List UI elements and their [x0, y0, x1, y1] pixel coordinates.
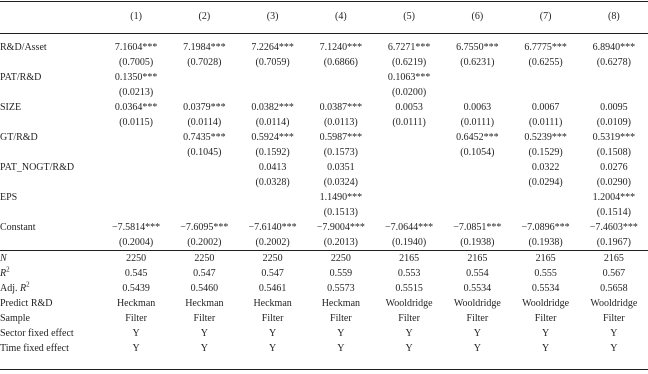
table-cell: Filter	[466, 313, 489, 324]
table-cell: Wooldridge	[522, 298, 570, 309]
table-cell: 7.1240***	[319, 42, 363, 53]
row-label-text: R	[0, 268, 7, 279]
table-cell: Y	[473, 328, 481, 339]
table-cell: (0.1529)	[528, 147, 563, 158]
table-cell: 2165	[603, 253, 624, 264]
coefficient-row	[0, 145, 648, 160]
table-cell: 0.555	[534, 268, 557, 279]
column-header: (3)	[266, 11, 279, 22]
table-cell: Filter	[398, 313, 420, 324]
table-cell: 6.7775***	[524, 42, 567, 53]
table-cell: 0.0351	[327, 162, 355, 173]
table-cell	[443, 85, 511, 100]
table-cell: 0.5924***	[251, 132, 294, 143]
table-cell: (0.1940)	[392, 237, 427, 248]
table-cell: Filter	[603, 313, 625, 324]
statistic-row	[0, 296, 648, 311]
table-cell: 0.1350***	[114, 72, 158, 83]
coefficient-row	[0, 130, 648, 145]
table-cell: Y	[337, 343, 345, 354]
statistic-row	[0, 311, 648, 326]
column-header: (5)	[403, 11, 415, 22]
table-cell: 0.5439	[122, 283, 150, 294]
row-label	[0, 266, 102, 281]
row-label	[0, 115, 102, 130]
table-cell: 0.0095	[600, 102, 628, 113]
table-cell	[443, 175, 511, 190]
table-cell: −7.9004***	[316, 222, 365, 233]
table-cell: (0.0115)	[119, 117, 154, 128]
table-cell: 6.7271***	[387, 42, 431, 53]
table-cell: (0.0113)	[323, 117, 358, 128]
table-cell: (0.0328)	[255, 177, 290, 188]
table-cell: Filter	[261, 313, 284, 324]
coefficient-row	[0, 175, 648, 190]
table-cell	[375, 160, 443, 175]
table-cell: 0.0322	[531, 162, 560, 173]
table-cell: 0.6452***	[456, 132, 499, 143]
row-label	[0, 235, 102, 251]
table-cell	[512, 85, 580, 100]
table-cell: (0.0290)	[596, 177, 631, 188]
coefficient-row	[0, 220, 648, 235]
table-cell: 2250	[126, 253, 147, 264]
table-cell: (0.1508)	[596, 147, 631, 158]
table-cell: (0.6219)	[392, 57, 427, 68]
table-cell: (0.1045)	[187, 147, 222, 158]
table-cell	[239, 85, 307, 100]
table-cell: 7.2264***	[251, 42, 294, 53]
table-cell	[443, 160, 511, 175]
table-cell: 2250	[330, 253, 351, 264]
table-cell: 6.8940***	[592, 42, 636, 53]
table-cell: (0.1054)	[460, 147, 495, 158]
statistic-row	[0, 266, 648, 281]
table-cell: 0.5534	[463, 283, 492, 294]
table-cell	[443, 190, 511, 205]
table-cell	[170, 85, 238, 100]
table-cell: 0.0379***	[183, 102, 226, 113]
header-empty	[0, 0, 102, 34]
table-cell: −7.0896***	[521, 222, 570, 233]
statistic-row	[0, 281, 648, 296]
table-cell: (0.1592)	[255, 147, 290, 158]
table-cell: 1.2004***	[592, 192, 636, 203]
table-cell: 0.5573	[327, 283, 355, 294]
table-cell: (0.1938)	[528, 237, 563, 248]
table-cell	[102, 160, 170, 175]
table-cell	[512, 190, 580, 205]
coefficient-row	[0, 205, 648, 220]
row-label: Time fixed effect	[0, 343, 69, 354]
row-label	[0, 85, 102, 100]
table-cell: Y	[269, 328, 277, 339]
table-cell: Y	[405, 343, 413, 354]
table-cell: (0.7028)	[187, 57, 222, 68]
table-cell: 0.0413	[258, 162, 287, 173]
table-cell	[239, 70, 307, 85]
table-cell	[512, 70, 580, 85]
table-cell: (0.1513)	[323, 207, 358, 218]
table-cell	[307, 70, 375, 85]
row-label: Predict R&D	[0, 298, 53, 309]
coefficient-row	[0, 70, 648, 85]
table-cell: 0.567	[602, 268, 626, 279]
coefficient-row	[0, 235, 648, 251]
table-cell: Heckman	[185, 298, 224, 309]
table-cell	[102, 205, 170, 220]
table-cell	[102, 175, 170, 190]
table-cell: Y	[473, 343, 481, 354]
table-cell: (0.6278)	[596, 57, 631, 68]
table-cell: Filter	[330, 313, 352, 324]
table-cell: 7.1984***	[183, 42, 226, 53]
column-header: (4)	[335, 11, 347, 22]
row-label: SIZE	[0, 102, 22, 113]
table-cell: 0.0382***	[251, 102, 294, 113]
table-cell: 0.1063***	[387, 72, 431, 83]
table-cell: 1.1490***	[319, 192, 363, 203]
table-cell: 0.5515	[395, 283, 423, 294]
table-cell: 0.0276	[600, 162, 628, 173]
table-cell: (0.1514)	[596, 207, 631, 218]
statistic-row	[0, 326, 648, 341]
table-cell	[580, 70, 648, 85]
row-label: GT/R&D	[0, 132, 38, 143]
table-cell: 0.5658	[600, 283, 628, 294]
table-cell: (0.7059)	[255, 57, 290, 68]
row-label-text: Adj.	[0, 283, 20, 294]
table-cell: 2250	[194, 253, 215, 264]
table-cell: (0.1573)	[323, 147, 358, 158]
table-cell: 0.0387***	[319, 102, 363, 113]
coefficient-row	[0, 160, 648, 175]
coefficient-rows	[0, 34, 648, 357]
table-cell: 2165	[467, 253, 488, 264]
table-cell: 0.559	[329, 268, 353, 279]
table-cell	[307, 85, 375, 100]
table-cell	[512, 205, 580, 220]
superscript: 2	[26, 280, 30, 289]
table-cell: 0.547	[261, 268, 284, 279]
table-cell: (0.6866)	[323, 57, 358, 68]
statistic-row	[0, 341, 648, 356]
table-cell: (0.1938)	[460, 237, 495, 248]
table-cell: Y	[337, 328, 345, 339]
table-cell: Wooldridge	[385, 298, 433, 309]
table-cell	[102, 130, 170, 145]
table-cell: (0.0109)	[596, 117, 631, 128]
row-label	[0, 55, 102, 70]
row-label: PAT_NOGT/R&D	[0, 162, 75, 173]
table-cell	[443, 205, 511, 220]
table-cell: Y	[610, 328, 618, 339]
table-cell	[239, 205, 307, 220]
table-cell: −7.0851***	[453, 222, 502, 233]
table-cell: 0.0053	[395, 102, 423, 113]
table-cell: (0.6231)	[460, 57, 495, 68]
table-cell: 0.0063	[463, 102, 492, 113]
table-cell: (0.2002)	[187, 237, 222, 248]
row-label: PAT/R&D	[0, 72, 42, 83]
table-cell	[443, 70, 511, 85]
table-cell	[375, 130, 443, 145]
table-cell: Filter	[193, 313, 216, 324]
row-label: Constant	[0, 222, 36, 233]
table-cell: 7.1604***	[114, 42, 158, 53]
table-cell: 0.5319***	[592, 132, 636, 143]
column-header: (2)	[198, 11, 211, 22]
row-label: Sector fixed effect	[0, 328, 74, 339]
table-cell: 0.547	[193, 268, 216, 279]
table-cell	[375, 190, 443, 205]
table-cell: Y	[200, 328, 208, 339]
table-cell: (0.2004)	[119, 237, 154, 248]
column-header: (8)	[608, 11, 620, 22]
table-cell	[375, 205, 443, 220]
table-cell: Y	[200, 343, 208, 354]
table-cell: (0.0294)	[528, 177, 563, 188]
table-cell: Heckman	[321, 298, 361, 309]
table-cell: −7.6095***	[180, 222, 229, 233]
coefficient-row	[0, 190, 648, 205]
table-cell: Wooldridge	[453, 298, 501, 309]
table-cell: 0.5461	[258, 283, 287, 294]
row-label: R&D/Asset	[0, 42, 47, 53]
table-cell: Y	[269, 343, 277, 354]
table-cell: 0.0067	[531, 102, 560, 113]
bottom-rule	[0, 369, 648, 370]
table-cell: (0.0111)	[392, 117, 426, 128]
table-cell: (0.0324)	[323, 177, 358, 188]
coefficient-row	[0, 115, 648, 130]
table-cell: 0.7435***	[183, 132, 226, 143]
table-cell	[375, 145, 443, 160]
table-cell	[102, 145, 170, 160]
table-cell: Heckman	[253, 298, 292, 309]
table-cell: 2165	[399, 253, 420, 264]
table-cell	[580, 85, 648, 100]
coefficient-row	[0, 55, 648, 70]
table-cell: −7.5814***	[112, 222, 161, 233]
table-cell: (0.7005)	[119, 57, 154, 68]
table-cell: (0.2013)	[323, 237, 358, 248]
table-cell: (0.0111)	[460, 117, 495, 128]
superscript: 2	[6, 265, 10, 274]
table-cell: (0.0213)	[119, 87, 154, 98]
table-cell: 2165	[535, 253, 556, 264]
table-cell: Y	[610, 343, 618, 354]
table-cell: (0.0111)	[528, 117, 563, 128]
table-cell: (0.0114)	[187, 117, 222, 128]
table-cell: (0.1967)	[596, 237, 631, 248]
table-cell	[170, 70, 238, 85]
table-cell: 6.7550***	[456, 42, 499, 53]
table-cell: 0.554	[466, 268, 489, 279]
table-cell	[239, 190, 307, 205]
table-cell: 2250	[262, 253, 283, 264]
table-cell	[102, 190, 170, 205]
table-cell: Y	[405, 328, 413, 339]
table-cell: 0.5534	[531, 283, 560, 294]
table-cell: 0.553	[397, 268, 421, 279]
table-cell: 0.545	[124, 268, 148, 279]
table-cell: 0.5239***	[524, 132, 567, 143]
table-cell: Wooldridge	[590, 298, 638, 309]
coefficient-row	[0, 85, 648, 100]
column-header: (6)	[471, 11, 484, 22]
table-cell: (0.2002)	[255, 237, 290, 248]
table-cell: 0.5460	[190, 283, 219, 294]
table-cell	[170, 190, 238, 205]
table-cell: −7.6140***	[248, 222, 297, 233]
header-row	[0, 0, 648, 34]
row-label	[0, 251, 102, 267]
table-cell: Filter	[125, 313, 147, 324]
table-cell: (0.0200)	[392, 87, 427, 98]
column-header: (1)	[130, 11, 142, 22]
row-label-text: N	[0, 253, 7, 264]
table-cell: −7.0644***	[385, 222, 434, 233]
table-cell: −7.4603***	[589, 222, 638, 233]
coefficient-row	[0, 34, 648, 56]
row-label: Sample	[0, 313, 30, 324]
table-cell: (0.0114)	[255, 117, 290, 128]
row-label	[0, 205, 102, 220]
table-cell	[170, 175, 238, 190]
row-label: EPS	[0, 192, 18, 203]
table-cell: Filter	[534, 313, 557, 324]
row-label	[0, 175, 102, 190]
table-cell: 0.0364***	[114, 102, 158, 113]
table-cell: 0.5987***	[319, 132, 363, 143]
table-cell: Y	[542, 328, 550, 339]
table-cell: Y	[542, 343, 550, 354]
row-label	[0, 145, 102, 160]
statistic-row	[0, 251, 648, 267]
table-cell	[170, 205, 238, 220]
coefficient-row	[0, 100, 648, 115]
table-cell: Y	[132, 328, 140, 339]
table-cell: (0.6255)	[528, 57, 563, 68]
table-cell: Heckman	[116, 298, 156, 309]
table-cell: Y	[132, 343, 140, 354]
column-header: (7)	[539, 11, 552, 22]
row-label-text: R	[20, 283, 27, 294]
row-label	[0, 281, 102, 296]
table-cell	[170, 160, 238, 175]
table-cell	[375, 175, 443, 190]
